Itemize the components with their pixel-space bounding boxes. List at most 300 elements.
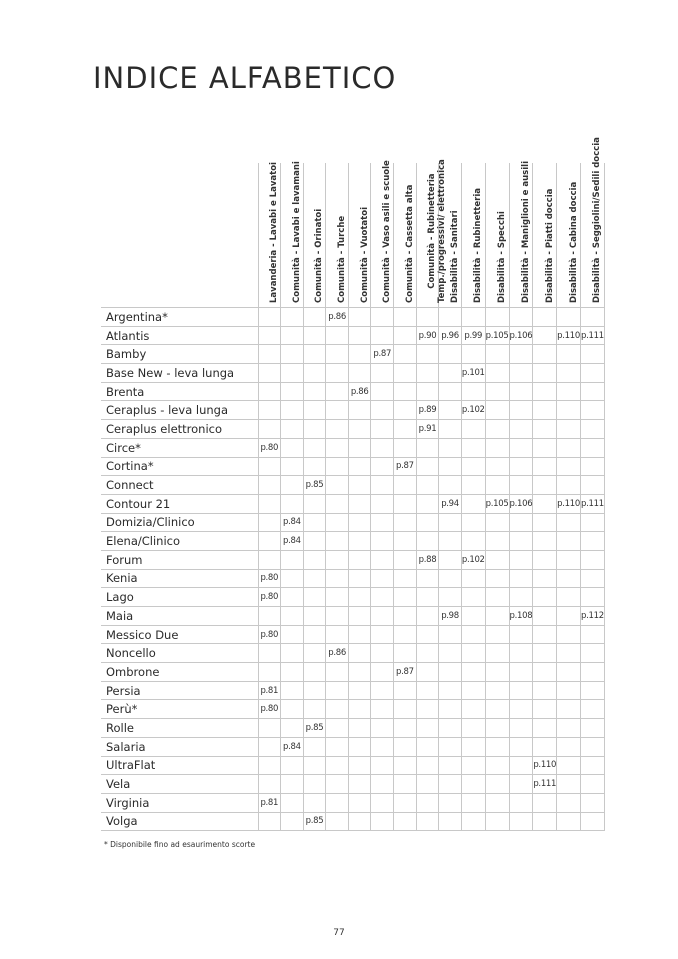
page-ref-cell bbox=[509, 569, 533, 588]
page-ref-cell bbox=[461, 663, 485, 682]
table-row bbox=[101, 326, 604, 345]
page-ref-cell bbox=[533, 420, 557, 439]
page-ref-cell bbox=[348, 607, 371, 626]
page-ref-cell bbox=[258, 494, 281, 513]
page-ref-cell bbox=[348, 793, 371, 812]
page-ref-cell bbox=[580, 681, 604, 700]
page-ref-cell bbox=[326, 550, 349, 569]
page-ref-cell bbox=[258, 663, 281, 682]
page-ref-cell bbox=[281, 700, 304, 719]
column-header-text: Comunità - Turche bbox=[337, 215, 348, 303]
page-ref-cell bbox=[258, 513, 281, 532]
page-ref-cell bbox=[461, 532, 485, 551]
column-header-text: Comunità - Rubinetteria bbox=[427, 173, 438, 289]
column-header-text: Comunità - Lavabi e lavamani bbox=[291, 161, 302, 303]
page-ref-cell bbox=[557, 550, 581, 569]
page-ref-cell: p.101 bbox=[461, 364, 485, 383]
table-row bbox=[101, 644, 604, 663]
page-ref-cell bbox=[557, 438, 581, 457]
page-ref-cell bbox=[533, 812, 557, 831]
column-header bbox=[394, 163, 417, 308]
page-ref-cell bbox=[557, 382, 581, 401]
column-header bbox=[371, 160, 394, 308]
page-ref-cell bbox=[485, 457, 509, 476]
page-ref-cell bbox=[509, 775, 533, 794]
page-ref-cell bbox=[439, 644, 462, 663]
page-ref-cell bbox=[533, 513, 557, 532]
column-header-text: Disabilità - Rubinetteria bbox=[473, 188, 484, 303]
page-ref-cell bbox=[416, 494, 439, 513]
page-ref-cell bbox=[348, 700, 371, 719]
page-ref-cell bbox=[348, 401, 371, 420]
page-ref-cell bbox=[580, 364, 604, 383]
page-ref-cell bbox=[394, 401, 417, 420]
page-ref-cell bbox=[557, 775, 581, 794]
page-ref-cell bbox=[326, 476, 349, 495]
page-ref-cell bbox=[485, 625, 509, 644]
column-header bbox=[580, 137, 604, 308]
page-ref-cell bbox=[439, 663, 462, 682]
page-ref-cell bbox=[326, 793, 349, 812]
page-ref-cell bbox=[509, 644, 533, 663]
page-ref-cell bbox=[394, 812, 417, 831]
page-ref-cell bbox=[485, 588, 509, 607]
column-header-label bbox=[545, 189, 555, 303]
page-ref-cell bbox=[485, 364, 509, 383]
page-ref-cell bbox=[394, 607, 417, 626]
column-header-label bbox=[405, 185, 415, 303]
page-ref-cell bbox=[281, 476, 304, 495]
page-ref-cell bbox=[258, 644, 281, 663]
page-ref-cell bbox=[580, 513, 604, 532]
page-ref-cell bbox=[557, 569, 581, 588]
page-ref-cell bbox=[348, 532, 371, 551]
page-ref-cell bbox=[509, 719, 533, 738]
page-ref-cell bbox=[303, 700, 326, 719]
page-ref-cell bbox=[348, 494, 371, 513]
column-header-label bbox=[521, 161, 531, 303]
page-ref-cell bbox=[258, 420, 281, 439]
page-ref-cell bbox=[303, 401, 326, 420]
page-ref-cell bbox=[416, 588, 439, 607]
page-ref-cell: p.89 bbox=[416, 401, 439, 420]
page-ref-cell: p.87 bbox=[394, 663, 417, 682]
page-ref-cell bbox=[439, 569, 462, 588]
page-ref-cell bbox=[533, 326, 557, 345]
page-ref-cell: p.105 bbox=[485, 494, 509, 513]
product-name: Argentina* bbox=[101, 308, 258, 327]
page-ref-cell bbox=[394, 700, 417, 719]
page-ref-cell bbox=[371, 457, 394, 476]
page-ref-cell bbox=[394, 494, 417, 513]
page-ref-cell bbox=[281, 812, 304, 831]
table-row bbox=[101, 364, 604, 383]
page-ref-cell: p.84 bbox=[281, 532, 304, 551]
page-ref-cell bbox=[394, 345, 417, 364]
page-ref-cell bbox=[326, 775, 349, 794]
page-ref-cell bbox=[394, 326, 417, 345]
page-ref-cell bbox=[557, 532, 581, 551]
page-ref-cell bbox=[348, 476, 371, 495]
page-ref-cell bbox=[509, 700, 533, 719]
page-ref-cell bbox=[557, 457, 581, 476]
page-ref-cell bbox=[509, 812, 533, 831]
page-ref-cell bbox=[557, 644, 581, 663]
page-ref-cell: p.80 bbox=[258, 438, 281, 457]
page-ref-cell: p.105 bbox=[485, 326, 509, 345]
column-header-label bbox=[382, 160, 392, 303]
page-ref-cell bbox=[485, 401, 509, 420]
page-ref-cell bbox=[348, 326, 371, 345]
page-ref-cell bbox=[303, 513, 326, 532]
page-ref-cell bbox=[348, 438, 371, 457]
page-ref-cell bbox=[326, 494, 349, 513]
page-ref-cell bbox=[348, 644, 371, 663]
product-name: Ceraplus elettronico bbox=[101, 420, 258, 439]
page-ref-cell bbox=[533, 345, 557, 364]
page-ref-cell bbox=[371, 438, 394, 457]
page-ref-cell: p.85 bbox=[303, 812, 326, 831]
page-ref-cell bbox=[533, 569, 557, 588]
page-ref-cell bbox=[461, 681, 485, 700]
page-ref-cell bbox=[416, 364, 439, 383]
page-ref-cell bbox=[557, 737, 581, 756]
page-ref-cell bbox=[509, 737, 533, 756]
page-ref-cell bbox=[258, 476, 281, 495]
column-header-text: Disabilità - Piatti doccia bbox=[544, 188, 555, 303]
page-ref-cell bbox=[533, 700, 557, 719]
page-ref-cell bbox=[326, 607, 349, 626]
page-ref-cell bbox=[439, 476, 462, 495]
page-ref-cell bbox=[326, 457, 349, 476]
product-name: Domizia/Clinico bbox=[101, 513, 258, 532]
page-ref-cell bbox=[485, 663, 509, 682]
page-ref-cell bbox=[509, 625, 533, 644]
page-ref-cell bbox=[485, 476, 509, 495]
page-ref-cell bbox=[348, 719, 371, 738]
page-ref-cell bbox=[394, 588, 417, 607]
page-ref-cell bbox=[509, 476, 533, 495]
page-ref-cell bbox=[533, 681, 557, 700]
column-header bbox=[509, 163, 533, 308]
page-ref-cell bbox=[326, 812, 349, 831]
page-ref-cell bbox=[509, 345, 533, 364]
product-name: Lago bbox=[101, 588, 258, 607]
page-ref-cell bbox=[439, 308, 462, 327]
page-ref-cell bbox=[394, 476, 417, 495]
page-ref-cell bbox=[580, 420, 604, 439]
page-ref-cell bbox=[439, 775, 462, 794]
page-ref-cell bbox=[580, 476, 604, 495]
page-ref-cell bbox=[258, 756, 281, 775]
page-ref-cell bbox=[348, 625, 371, 644]
table-row bbox=[101, 756, 604, 775]
page-title: INDICE ALFABETICO bbox=[93, 61, 397, 96]
page-ref-cell bbox=[326, 438, 349, 457]
page-ref-cell bbox=[303, 625, 326, 644]
page-ref-cell bbox=[485, 438, 509, 457]
column-header bbox=[439, 163, 462, 308]
page-ref-cell bbox=[281, 364, 304, 383]
column-header-label bbox=[473, 188, 483, 303]
table-row bbox=[101, 681, 604, 700]
table-row bbox=[101, 550, 604, 569]
page-ref-cell bbox=[439, 532, 462, 551]
page-ref-cell bbox=[303, 569, 326, 588]
page-number: 77 bbox=[333, 928, 345, 938]
page-ref-cell bbox=[326, 513, 349, 532]
page-ref-cell bbox=[394, 308, 417, 327]
page-ref-cell bbox=[485, 420, 509, 439]
page-ref-cell bbox=[439, 420, 462, 439]
page-ref-cell bbox=[557, 420, 581, 439]
page-ref-cell bbox=[580, 700, 604, 719]
column-header-label bbox=[314, 209, 324, 303]
page-ref-cell: p.102 bbox=[461, 401, 485, 420]
page-ref-cell bbox=[461, 700, 485, 719]
page-ref-cell bbox=[371, 326, 394, 345]
page-ref-cell bbox=[326, 382, 349, 401]
page-ref-cell: p.86 bbox=[326, 308, 349, 327]
column-header bbox=[485, 163, 509, 308]
page-ref-cell bbox=[557, 345, 581, 364]
page-ref-cell bbox=[509, 382, 533, 401]
page-ref-cell bbox=[509, 550, 533, 569]
page-ref-cell bbox=[439, 345, 462, 364]
page-ref-cell bbox=[416, 457, 439, 476]
page-ref-cell bbox=[394, 719, 417, 738]
page-ref-cell bbox=[416, 737, 439, 756]
page-ref-cell: p.80 bbox=[258, 588, 281, 607]
page-ref-cell bbox=[580, 756, 604, 775]
page-ref-cell bbox=[416, 644, 439, 663]
page-ref-cell: p.86 bbox=[326, 644, 349, 663]
column-header bbox=[258, 163, 281, 308]
page-ref-cell bbox=[348, 550, 371, 569]
page-ref-cell bbox=[303, 681, 326, 700]
page-ref-cell bbox=[348, 588, 371, 607]
page-ref-cell bbox=[557, 607, 581, 626]
page-ref-cell bbox=[281, 793, 304, 812]
page-ref-cell bbox=[461, 644, 485, 663]
column-header-text: Disabilità - Specchi bbox=[497, 211, 508, 303]
page-ref-cell bbox=[557, 756, 581, 775]
table-row bbox=[101, 700, 604, 719]
page-ref-cell bbox=[303, 663, 326, 682]
page-ref-cell bbox=[348, 737, 371, 756]
column-header-text-line2: Temp./progressivi/ elettronica bbox=[437, 159, 448, 303]
page-ref-cell: p.91 bbox=[416, 420, 439, 439]
page-ref-cell: p.99 bbox=[461, 326, 485, 345]
page-ref-cell bbox=[326, 401, 349, 420]
page-ref-cell bbox=[326, 588, 349, 607]
page-ref-cell bbox=[557, 812, 581, 831]
page-ref-cell bbox=[394, 681, 417, 700]
page-ref-cell bbox=[371, 719, 394, 738]
page-ref-cell bbox=[533, 644, 557, 663]
page-ref-cell bbox=[485, 607, 509, 626]
page-ref-cell bbox=[439, 793, 462, 812]
column-header-label bbox=[337, 216, 347, 303]
table-row bbox=[101, 625, 604, 644]
page-ref-cell bbox=[533, 308, 557, 327]
page-ref-cell bbox=[509, 457, 533, 476]
page-ref-cell bbox=[281, 401, 304, 420]
page-ref-cell bbox=[348, 812, 371, 831]
page-ref-cell bbox=[533, 438, 557, 457]
page-ref-cell bbox=[303, 420, 326, 439]
page-ref-cell bbox=[461, 513, 485, 532]
page-ref-cell bbox=[580, 625, 604, 644]
column-header-text: Disabilità - Maniglioni e ausili bbox=[520, 161, 531, 303]
page-ref-cell bbox=[371, 476, 394, 495]
page-ref-cell bbox=[371, 382, 394, 401]
page-ref-cell bbox=[258, 364, 281, 383]
page-ref-cell: p.81 bbox=[258, 793, 281, 812]
page-ref-cell bbox=[485, 513, 509, 532]
page-ref-cell bbox=[461, 588, 485, 607]
table-row bbox=[101, 812, 604, 831]
header-corner bbox=[101, 163, 258, 308]
column-header-text: Comunità - Orinatoi bbox=[314, 208, 325, 303]
page-ref-cell bbox=[326, 737, 349, 756]
page-ref-cell: p.87 bbox=[394, 457, 417, 476]
column-header-label bbox=[292, 161, 302, 303]
page-ref-cell bbox=[303, 345, 326, 364]
column-header-text: Lavanderia - Lavabi e Lavatoi bbox=[269, 162, 280, 303]
table-row bbox=[101, 401, 604, 420]
page-ref-cell bbox=[416, 345, 439, 364]
table-row bbox=[101, 737, 604, 756]
page-ref-cell bbox=[281, 588, 304, 607]
table-row bbox=[101, 588, 604, 607]
page-ref-cell bbox=[533, 625, 557, 644]
page-ref-cell bbox=[303, 308, 326, 327]
page-ref-cell bbox=[509, 793, 533, 812]
page-ref-cell bbox=[485, 569, 509, 588]
table-row bbox=[101, 569, 604, 588]
page-ref-cell bbox=[439, 457, 462, 476]
page-ref-cell bbox=[461, 607, 485, 626]
page-ref-cell bbox=[461, 345, 485, 364]
page-ref-cell bbox=[439, 719, 462, 738]
page-ref-cell bbox=[371, 681, 394, 700]
page-ref-cell bbox=[371, 569, 394, 588]
product-name: Ceraplus - leva lunga bbox=[101, 401, 258, 420]
page-ref-cell bbox=[281, 756, 304, 775]
table-row bbox=[101, 438, 604, 457]
page-ref-cell bbox=[281, 308, 304, 327]
product-name: Circe* bbox=[101, 438, 258, 457]
page-ref-cell bbox=[303, 382, 326, 401]
page-ref-cell bbox=[416, 513, 439, 532]
column-header bbox=[533, 163, 557, 308]
page-ref-cell bbox=[416, 607, 439, 626]
column-header bbox=[303, 163, 326, 308]
page-ref-cell bbox=[303, 326, 326, 345]
page-ref-cell bbox=[485, 756, 509, 775]
table-row bbox=[101, 607, 604, 626]
column-header-text: Comunità - Vuotatoi bbox=[359, 207, 370, 303]
page-ref-cell bbox=[281, 569, 304, 588]
page-ref-cell bbox=[485, 700, 509, 719]
page-ref-cell bbox=[281, 663, 304, 682]
page-ref-cell bbox=[533, 364, 557, 383]
page-ref-cell: p.110 bbox=[557, 326, 581, 345]
page-ref-cell: p.85 bbox=[303, 719, 326, 738]
column-header bbox=[326, 163, 349, 308]
page-ref-cell bbox=[580, 457, 604, 476]
page-ref-cell bbox=[326, 681, 349, 700]
page-ref-cell bbox=[485, 382, 509, 401]
product-name: Rolle bbox=[101, 719, 258, 738]
page-ref-cell bbox=[439, 681, 462, 700]
product-name: Elena/Clinico bbox=[101, 532, 258, 551]
page-ref-cell bbox=[416, 532, 439, 551]
page-ref-cell bbox=[281, 438, 304, 457]
footnote: * Disponibile fino ad esaurimento scorte bbox=[104, 840, 256, 849]
page-ref-cell bbox=[258, 382, 281, 401]
product-name: Persia bbox=[101, 681, 258, 700]
page-ref-cell bbox=[461, 457, 485, 476]
page-ref-cell bbox=[326, 569, 349, 588]
page-ref-cell bbox=[326, 756, 349, 775]
page-ref-cell bbox=[326, 532, 349, 551]
page-ref-cell bbox=[485, 719, 509, 738]
column-header bbox=[557, 163, 581, 308]
page-ref-cell bbox=[303, 607, 326, 626]
page-ref-cell: p.111 bbox=[533, 775, 557, 794]
page-ref-cell bbox=[580, 550, 604, 569]
page-ref-cell bbox=[416, 308, 439, 327]
page-ref-cell bbox=[416, 793, 439, 812]
page-ref-cell bbox=[326, 719, 349, 738]
page-ref-cell bbox=[580, 569, 604, 588]
product-name: Atlantis bbox=[101, 326, 258, 345]
page-ref-cell bbox=[580, 438, 604, 457]
page-ref-cell bbox=[416, 382, 439, 401]
page-ref-cell bbox=[416, 700, 439, 719]
page-ref-cell bbox=[439, 700, 462, 719]
page-ref-cell bbox=[258, 812, 281, 831]
table-row bbox=[101, 775, 604, 794]
page-ref-cell: p.90 bbox=[416, 326, 439, 345]
page-ref-cell bbox=[348, 364, 371, 383]
page-ref-cell bbox=[461, 737, 485, 756]
product-name: Bamby bbox=[101, 345, 258, 364]
page-ref-cell bbox=[509, 756, 533, 775]
product-name: Vela bbox=[101, 775, 258, 794]
page-ref-cell bbox=[371, 644, 394, 663]
page-ref-cell bbox=[533, 793, 557, 812]
page-ref-cell bbox=[394, 737, 417, 756]
page-ref-cell bbox=[557, 793, 581, 812]
page-ref-cell bbox=[461, 382, 485, 401]
page-ref-cell bbox=[580, 345, 604, 364]
table-row bbox=[101, 663, 604, 682]
page-ref-cell bbox=[485, 644, 509, 663]
table-row bbox=[101, 793, 604, 812]
page-ref-cell bbox=[461, 812, 485, 831]
page-ref-cell bbox=[416, 681, 439, 700]
page-ref-cell bbox=[326, 625, 349, 644]
page-ref-cell: p.108 bbox=[509, 607, 533, 626]
page-ref-cell bbox=[509, 588, 533, 607]
page-ref-cell bbox=[348, 513, 371, 532]
page-ref-cell bbox=[394, 364, 417, 383]
page-ref-cell bbox=[461, 756, 485, 775]
page-ref-cell bbox=[439, 588, 462, 607]
